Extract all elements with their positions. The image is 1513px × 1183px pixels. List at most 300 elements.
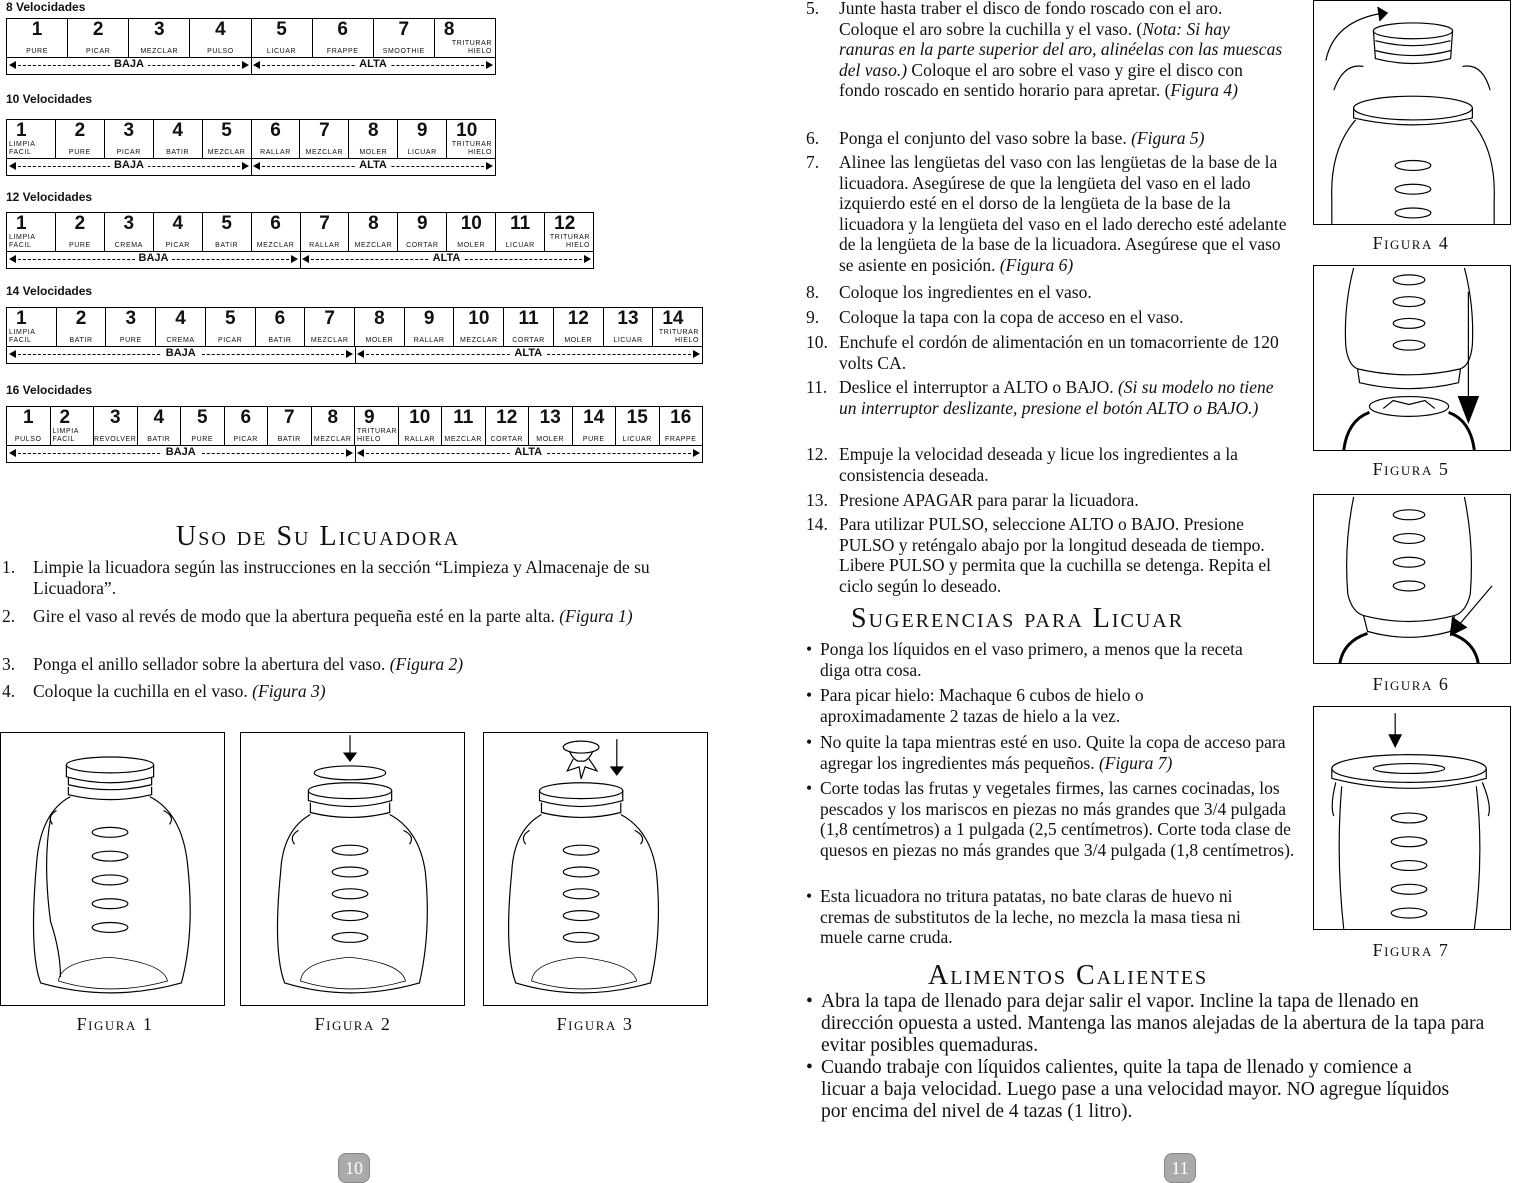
figure-2-image <box>240 732 465 1006</box>
speed-button-11[interactable] <box>504 308 554 346</box>
speed-button-5[interactable] <box>206 308 256 346</box>
left-page <box>0 0 756 1183</box>
speed-label: LICUAR <box>622 435 652 443</box>
speed-button-12[interactable] <box>554 308 604 346</box>
tip-text: No quite la tapa mientras esté en uso. Quite la copa de acceso para agregar los ingredientes más pequeños. <box>820 732 1286 773</box>
blender-jar-icon <box>1 733 224 1005</box>
figure-caption: Figura 7 <box>1372 940 1450 960</box>
speed-number: 1 <box>22 407 34 428</box>
arrow-left-icon <box>253 162 260 170</box>
speed-panel-14 <box>6 307 703 364</box>
page-number: 10 <box>338 1153 370 1183</box>
speed-button-14[interactable] <box>653 308 702 346</box>
speed-button-6[interactable] <box>252 120 301 158</box>
speed-button-1[interactable] <box>7 120 56 158</box>
speed-button-12[interactable] <box>545 213 593 251</box>
speed-number: 6 <box>337 19 348 40</box>
arrow-right-icon <box>693 449 700 457</box>
speed-button-4[interactable] <box>156 308 206 346</box>
step-number: 12. <box>806 444 828 464</box>
right-page <box>756 0 1513 1183</box>
bullet-icon: • <box>806 732 813 752</box>
speed-button-4[interactable] <box>154 213 203 251</box>
speed-number: 5 <box>221 213 232 234</box>
figure-caption: Figura 5 <box>1372 459 1450 479</box>
speed-number: 7 <box>319 120 330 141</box>
speed-number: 9 <box>417 213 428 234</box>
arrow-right-icon <box>346 449 353 457</box>
step-item <box>806 514 1286 596</box>
step-number: 8. <box>806 282 820 302</box>
speed-number: 14 <box>662 308 684 329</box>
speed-label: PULSO <box>207 47 234 55</box>
speed-number: 1 <box>16 308 27 329</box>
figure-ref: (Figura 5) <box>1131 128 1205 148</box>
speed-button-13[interactable] <box>529 407 573 445</box>
speed-button-5[interactable] <box>252 19 313 57</box>
step-number: 2. <box>2 606 16 626</box>
arrow-left-icon <box>253 61 260 69</box>
arrow-right-icon <box>346 350 353 358</box>
step-note: Nota: Si hay ranuras en la parte superior del aro, alinéelas con las muescas del vaso.) <box>839 18 1283 80</box>
speed-label: CREMA <box>166 336 195 344</box>
tip-text: Esta licuadora no tritura patatas, no bate claras de huevo ni cremas de substitutos de la leche, no mezcla la masa tiesa ni muele carne cruda. <box>820 886 1241 947</box>
figure-5-image <box>1313 265 1511 451</box>
step-number: 13. <box>806 490 828 510</box>
step-item <box>806 0 1286 101</box>
speed-button-7[interactable] <box>374 19 435 57</box>
speed-number: 9 <box>416 120 428 141</box>
speed-button-12[interactable] <box>486 407 530 445</box>
speed-number: 2 <box>74 120 86 141</box>
speed-number: 8 <box>327 407 339 428</box>
range-baja <box>7 158 251 175</box>
step-text: Ponga el conjunto del vaso sobre la base. <box>839 128 1127 148</box>
speed-number: 3 <box>123 120 135 141</box>
range-alta <box>251 57 495 74</box>
speed-number: 4 <box>172 213 184 234</box>
figure-caption: Figura 4 <box>1372 233 1450 253</box>
speed-label: CREMA <box>114 241 143 249</box>
speed-label: MEZCLAR <box>207 148 246 156</box>
tip-text: Ponga los líquidos en el vaso primero, a menos que la receta diga otra cosa. <box>820 639 1243 680</box>
step-item <box>806 490 1286 511</box>
speed-number: 3 <box>154 19 165 40</box>
figure-7-image <box>1313 706 1511 930</box>
bullet-icon: • <box>806 991 813 1012</box>
speed-button-8[interactable] <box>435 19 495 57</box>
step-text: Coloque los ingredientes en el vaso. <box>839 282 1092 302</box>
speed-number: 6 <box>274 308 286 329</box>
hot-food-text: Abra la tapa de llenado para dejar salir el vapor. Incline la tapa de llenado en dirección opuesta a usted. Mantenga las manos alejadas de la abertura de la tapa para evitar posibles quemaduras. <box>821 991 1485 1056</box>
step-text: Limpie la licuadora según las instrucciones en la sección “Limpieza y Almacenaje de su Licuadora”. <box>33 557 650 598</box>
speed-panel-title: 14 Velocidades <box>6 284 93 298</box>
range-divider <box>355 346 356 363</box>
speed-number: 6 <box>270 120 281 141</box>
speed-label: LIMPIA FACIL <box>52 428 80 443</box>
speed-number: 4 <box>175 308 186 329</box>
speed-label: PICAR <box>116 148 141 156</box>
step-text: Coloque el aro sobre el vaso y gire el disco con fondo roscado en sentido horario para apretar. ( <box>839 59 1243 100</box>
speed-panel-16 <box>6 406 703 463</box>
speed-label: FRAPPÉ <box>664 435 697 443</box>
speed-label: BATIR <box>268 336 292 344</box>
bullet-icon: • <box>806 1057 813 1078</box>
tip-item <box>806 639 1276 680</box>
speed-label: BATIR <box>215 241 239 249</box>
arrow-left-icon <box>357 449 364 457</box>
speed-label: MEZCLAR <box>305 148 344 156</box>
speed-number: 4 <box>172 120 183 141</box>
range-alta <box>251 158 495 175</box>
tip-item <box>806 886 1286 948</box>
speed-button-13[interactable] <box>604 308 654 346</box>
speed-label: PURÉ <box>68 241 91 249</box>
speed-number: 7 <box>319 213 330 234</box>
speed-button-15[interactable] <box>616 407 660 445</box>
speed-label: RALLAR <box>309 241 340 249</box>
arrow-left-icon <box>9 255 16 263</box>
step-number: 11. <box>806 377 828 397</box>
speed-button-10[interactable] <box>447 213 496 251</box>
bullet-icon: • <box>806 639 813 659</box>
speed-label: TRITURAR HIELO <box>451 40 492 55</box>
speed-label: LIMPIA FACIL <box>9 141 36 156</box>
range-label: BAJA <box>110 58 148 70</box>
speed-button-8[interactable] <box>349 213 398 251</box>
speed-label: MEZCLAR <box>140 47 179 55</box>
speed-cells <box>7 407 702 446</box>
arrow-left-icon <box>9 350 16 358</box>
speed-label: RALLAR <box>413 336 445 344</box>
jar-onto-base-icon <box>1314 266 1510 450</box>
step-item <box>806 332 1286 373</box>
step-text: Ponga el anillo sellador sobre la abertura del vaso. <box>33 654 386 674</box>
speed-number: 1 <box>16 213 27 234</box>
speed-button-8[interactable] <box>355 308 405 346</box>
figure-4-image <box>1313 0 1511 225</box>
figure-1-image <box>0 732 225 1006</box>
step-number: 14. <box>806 514 828 534</box>
speed-button-2[interactable] <box>56 120 105 158</box>
speed-label: MEZCLAR <box>460 336 498 344</box>
tip-item <box>806 685 1206 726</box>
speed-label: CORTAR <box>490 435 523 443</box>
speed-button-8[interactable] <box>312 407 356 445</box>
speed-number: 6 <box>240 407 252 428</box>
speed-button-4[interactable] <box>190 19 251 57</box>
arrow-left-icon <box>9 162 16 170</box>
speed-button-3[interactable] <box>129 19 190 57</box>
speed-button-3[interactable] <box>106 308 156 346</box>
speed-button-10[interactable] <box>454 308 504 346</box>
range-divider <box>300 251 301 268</box>
step-text: Alinee las lengüetas del vaso con las lengüetas de la base de la licuadora. Asegúrese de que la lengüeta del vaso en el lado izquierdo esté en el dorso de la lengüeta de la base de la licuadora y la lengüeta del vaso en el lado derecho esté adelante de la lengüeta de la base de la licuadora. Asegúrese que el vaso se asiente en posición. <box>839 152 1287 275</box>
blender-jar-blade-icon <box>484 733 707 1005</box>
speed-label: SMOOTHIE <box>382 47 425 55</box>
speed-button-14[interactable] <box>573 407 617 445</box>
speed-button-1[interactable] <box>7 213 56 251</box>
arrow-left-icon <box>9 61 16 69</box>
speed-label: BATIR <box>277 435 301 443</box>
step-number: 6. <box>806 128 820 148</box>
speed-button-8[interactable] <box>349 120 398 158</box>
speed-button-2[interactable] <box>56 213 105 251</box>
speed-number: 10 <box>468 308 490 329</box>
step-item <box>806 377 1292 418</box>
speed-label: BATIR <box>69 336 93 344</box>
speed-button-11[interactable] <box>442 407 486 445</box>
speed-number: 10 <box>409 407 431 428</box>
speed-number: 4 <box>215 19 226 40</box>
speed-number: 5 <box>196 407 208 428</box>
speed-label: PICAR <box>85 47 111 55</box>
speed-button-10[interactable] <box>399 407 443 445</box>
speed-button-2[interactable] <box>51 407 95 445</box>
speed-number: 8 <box>368 213 379 234</box>
range-divider <box>251 57 252 74</box>
speed-button-9[interactable] <box>405 308 455 346</box>
speed-label: PURE <box>119 336 142 344</box>
speed-label: RALLAR <box>260 148 291 156</box>
speed-panel-title: 8 Velocidades <box>6 0 86 14</box>
speed-label: CORTAR <box>512 336 545 344</box>
range-baja <box>7 445 355 462</box>
range-alta <box>300 251 593 268</box>
speed-button-9[interactable] <box>355 407 399 445</box>
range-label: ALTA <box>355 159 391 171</box>
speed-number: 13 <box>539 407 561 428</box>
range-divider <box>355 445 356 462</box>
speed-button-7[interactable] <box>305 308 355 346</box>
speed-label: MEZCLAR <box>310 336 349 344</box>
section-heading-uso: Uso de Su Licuadora <box>176 521 461 552</box>
speed-label: PURÉ <box>26 47 48 55</box>
figure-caption: Figura 2 <box>314 1014 392 1034</box>
speed-number: 16 <box>670 407 692 428</box>
figure-3-image <box>483 732 708 1006</box>
arrow-right-icon <box>693 350 700 358</box>
speed-panel-10 <box>6 119 496 176</box>
section-heading-alimentos: Alimentos Calientes <box>928 960 1209 991</box>
range-divider <box>251 158 252 175</box>
speed-cells <box>7 213 593 252</box>
speed-panel-12 <box>6 212 594 269</box>
speed-button-1[interactable] <box>7 407 51 445</box>
speed-button-2[interactable] <box>57 308 107 346</box>
speed-button-3[interactable] <box>94 407 138 445</box>
range-alta <box>355 346 703 363</box>
step-text: Coloque la tapa con la copa de acceso en el vaso. <box>839 307 1184 327</box>
arrow-right-icon <box>291 255 298 263</box>
speed-label: RALLAR <box>404 435 436 443</box>
figure-caption: Figura 3 <box>556 1014 634 1034</box>
step-item <box>2 606 702 627</box>
step-text: Para utilizar PULSO, seleccione ALTO o BAJO. Presione PULSO y reténgalo abajo por la longitud deseada de tiempo. Libere PULSO y permita que la cuchilla se detenga. Repita el ciclo según lo deseado. <box>839 514 1272 596</box>
speed-panel-8 <box>6 18 496 75</box>
speed-button-9[interactable] <box>398 120 447 158</box>
speed-number: 3 <box>109 407 121 428</box>
speed-label: MOLER <box>457 241 486 249</box>
range-alta <box>355 445 703 462</box>
bullet-icon: • <box>806 886 813 906</box>
speed-cells <box>7 19 495 58</box>
range-label: BAJA <box>162 347 200 359</box>
step-text: Deslice el interruptor a ALTO o BAJO. <box>839 377 1114 397</box>
speed-label: PURÉ <box>191 435 214 443</box>
blender-jar-seal-ring-icon <box>241 733 464 1005</box>
speed-number: 13 <box>617 308 639 329</box>
speed-button-7[interactable] <box>268 407 312 445</box>
speed-number: 10 <box>456 120 478 141</box>
step-number: 5. <box>806 0 820 18</box>
tip-text: Para picar hielo: Machaque 6 cubos de hielo o aproximadamente 2 tazas de hielo a la vez. <box>820 685 1144 726</box>
arrow-right-icon <box>486 61 493 69</box>
range-label: BAJA <box>162 446 200 458</box>
jar-lid-icon <box>1314 707 1510 929</box>
speed-number: 3 <box>125 308 137 329</box>
tip-item <box>806 778 1306 860</box>
speed-number: 2 <box>75 308 87 329</box>
section-heading-sugerencias: Sugerencias para Licuar <box>851 603 1185 634</box>
speed-button-6[interactable] <box>225 407 269 445</box>
figure-ref: (Si su modelo no tiene un interruptor deslizante, presione el botón ALTO o BAJO.) <box>839 377 1274 418</box>
arrow-right-icon <box>242 162 249 170</box>
speed-button-5[interactable] <box>203 213 252 251</box>
range-baja <box>7 57 251 74</box>
figure-caption: Figura 1 <box>76 1014 154 1034</box>
speed-number: 12 <box>496 407 518 428</box>
bullet-icon: • <box>806 778 813 798</box>
range-label: ALTA <box>510 347 546 359</box>
speed-number: 10 <box>460 213 482 234</box>
step-item <box>806 307 1286 328</box>
speed-number: 8 <box>374 308 385 329</box>
speed-label: MOLER <box>564 336 593 344</box>
speed-button-7[interactable] <box>300 120 349 158</box>
speed-button-3[interactable] <box>105 120 154 158</box>
speed-label: PULSO <box>14 435 42 443</box>
speed-label: MOLER <box>536 435 565 443</box>
speed-button-16[interactable] <box>660 407 703 445</box>
figure-caption: Figura 6 <box>1372 674 1450 694</box>
speed-number: 11 <box>510 213 531 234</box>
speed-label: TRITURAR HIELO <box>451 141 493 156</box>
figure-ref: (Figura 6) <box>999 254 1074 275</box>
speed-label: LICUAR <box>505 241 535 249</box>
speed-number: 4 <box>153 407 165 428</box>
speed-label: PURÉ <box>68 148 91 156</box>
step-item <box>806 128 1286 149</box>
step-text: Gire el vaso al revés de modo que la abertura pequeña esté en la parte alta. <box>33 606 555 626</box>
speed-label: TRITURAR HIELO <box>357 428 398 443</box>
speed-button-9[interactable] <box>398 213 447 251</box>
range-label: BAJA <box>110 159 148 171</box>
range-label: ALTA <box>429 252 465 264</box>
speed-number: 5 <box>221 120 232 141</box>
tip-item <box>806 732 1296 773</box>
speed-button-11[interactable] <box>496 213 545 251</box>
speed-label: BATIR <box>147 435 171 443</box>
jar-ring-rotate-icon <box>1314 1 1510 224</box>
step-number: 10. <box>806 332 828 352</box>
step-item <box>2 681 702 702</box>
speed-label: TRITURAR HIELO <box>549 234 591 249</box>
speed-button-6[interactable] <box>252 213 301 251</box>
speed-label: REVOLVER <box>94 435 137 443</box>
arrow-right-icon <box>584 255 591 263</box>
speed-number: 6 <box>270 213 281 234</box>
speed-button-1[interactable] <box>7 308 57 346</box>
speed-label: MEZCLAR <box>444 435 483 443</box>
speed-button-10[interactable] <box>447 120 495 158</box>
page-number: 11 <box>1164 1153 1196 1183</box>
step-text: Junte hasta traber el disco de fondo roscado con el aro. Coloque el aro sobre la cuchilla y el vaso. ( <box>839 0 1223 39</box>
step-item <box>806 282 1286 303</box>
speed-panel-title: 16 Velocidades <box>6 383 93 397</box>
speed-label: PICAR <box>233 435 258 443</box>
step-number: 3. <box>2 654 16 674</box>
arrow-left-icon <box>9 449 16 457</box>
speed-number: 15 <box>626 407 648 428</box>
speed-button-1[interactable] <box>7 19 68 57</box>
speed-number: 12 <box>554 213 576 234</box>
speed-number: 2 <box>59 407 71 428</box>
hot-food-text: Cuando trabaje con líquidos calientes, quite la tapa de llenado y comience a licuar a baja velocidad. Luego pase a una velocidad mayor. NO agregue líquidos por encima del nivel de 4 tazas (1 litro). <box>821 1057 1450 1122</box>
speed-button-6[interactable] <box>313 19 374 57</box>
speed-button-4[interactable] <box>154 120 203 158</box>
speed-button-5[interactable] <box>203 120 252 158</box>
step-number: 4. <box>2 681 16 701</box>
step-number: 9. <box>806 307 820 327</box>
tip-text: Corte todas las frutas y vegetales firmes, las carnes cocinadas, los pescados y los mariscos en piezas no más grandes que 3/4 pulgada (1,8 centímetros) a 1 pulgada (2,5 centímetros). Corte toda clase de quesos en piezas no más grandes que 3/4 pulgada (1,8 centímetros). <box>820 778 1295 860</box>
speed-number: 2 <box>74 213 86 234</box>
speed-button-3[interactable] <box>105 213 154 251</box>
speed-label: MOLER <box>359 148 388 156</box>
range-baja <box>7 251 300 268</box>
range-label: ALTA <box>355 58 391 70</box>
speed-panel-title: 10 Velocidades <box>6 92 93 106</box>
speed-label: CORTAR <box>406 241 439 249</box>
bullet-icon: • <box>806 685 813 705</box>
speed-number: 8 <box>368 120 379 141</box>
speed-label: PICAR <box>218 336 243 344</box>
speed-button-2[interactable] <box>68 19 129 57</box>
speed-number: 11 <box>453 407 474 428</box>
speed-label: LIMPIA FACIL <box>9 234 36 249</box>
speed-cells <box>7 308 702 347</box>
speed-button-7[interactable] <box>301 213 350 251</box>
speed-button-5[interactable] <box>181 407 225 445</box>
speed-number: 9 <box>423 308 435 329</box>
speed-number: 3 <box>123 213 135 234</box>
speed-number: 1 <box>16 120 27 141</box>
speed-panel-title: 12 Velocidades <box>6 190 93 204</box>
speed-button-6[interactable] <box>256 308 306 346</box>
step-item <box>806 152 1288 275</box>
speed-label: PURÉ <box>582 435 605 443</box>
figure-ref: (Figura 1) <box>559 606 633 626</box>
step-text: Presione APAGAR para parar la licuadora. <box>839 490 1139 510</box>
speed-number: 9 <box>364 407 375 428</box>
figure-6-image <box>1313 494 1511 664</box>
speed-button-4[interactable] <box>138 407 182 445</box>
speed-number: 7 <box>324 308 335 329</box>
speed-label: MEZCLAR <box>313 435 352 443</box>
step-item <box>806 444 1286 485</box>
speed-label: MEZCLAR <box>354 241 393 249</box>
figure-ref: (Figura 3) <box>252 681 326 701</box>
